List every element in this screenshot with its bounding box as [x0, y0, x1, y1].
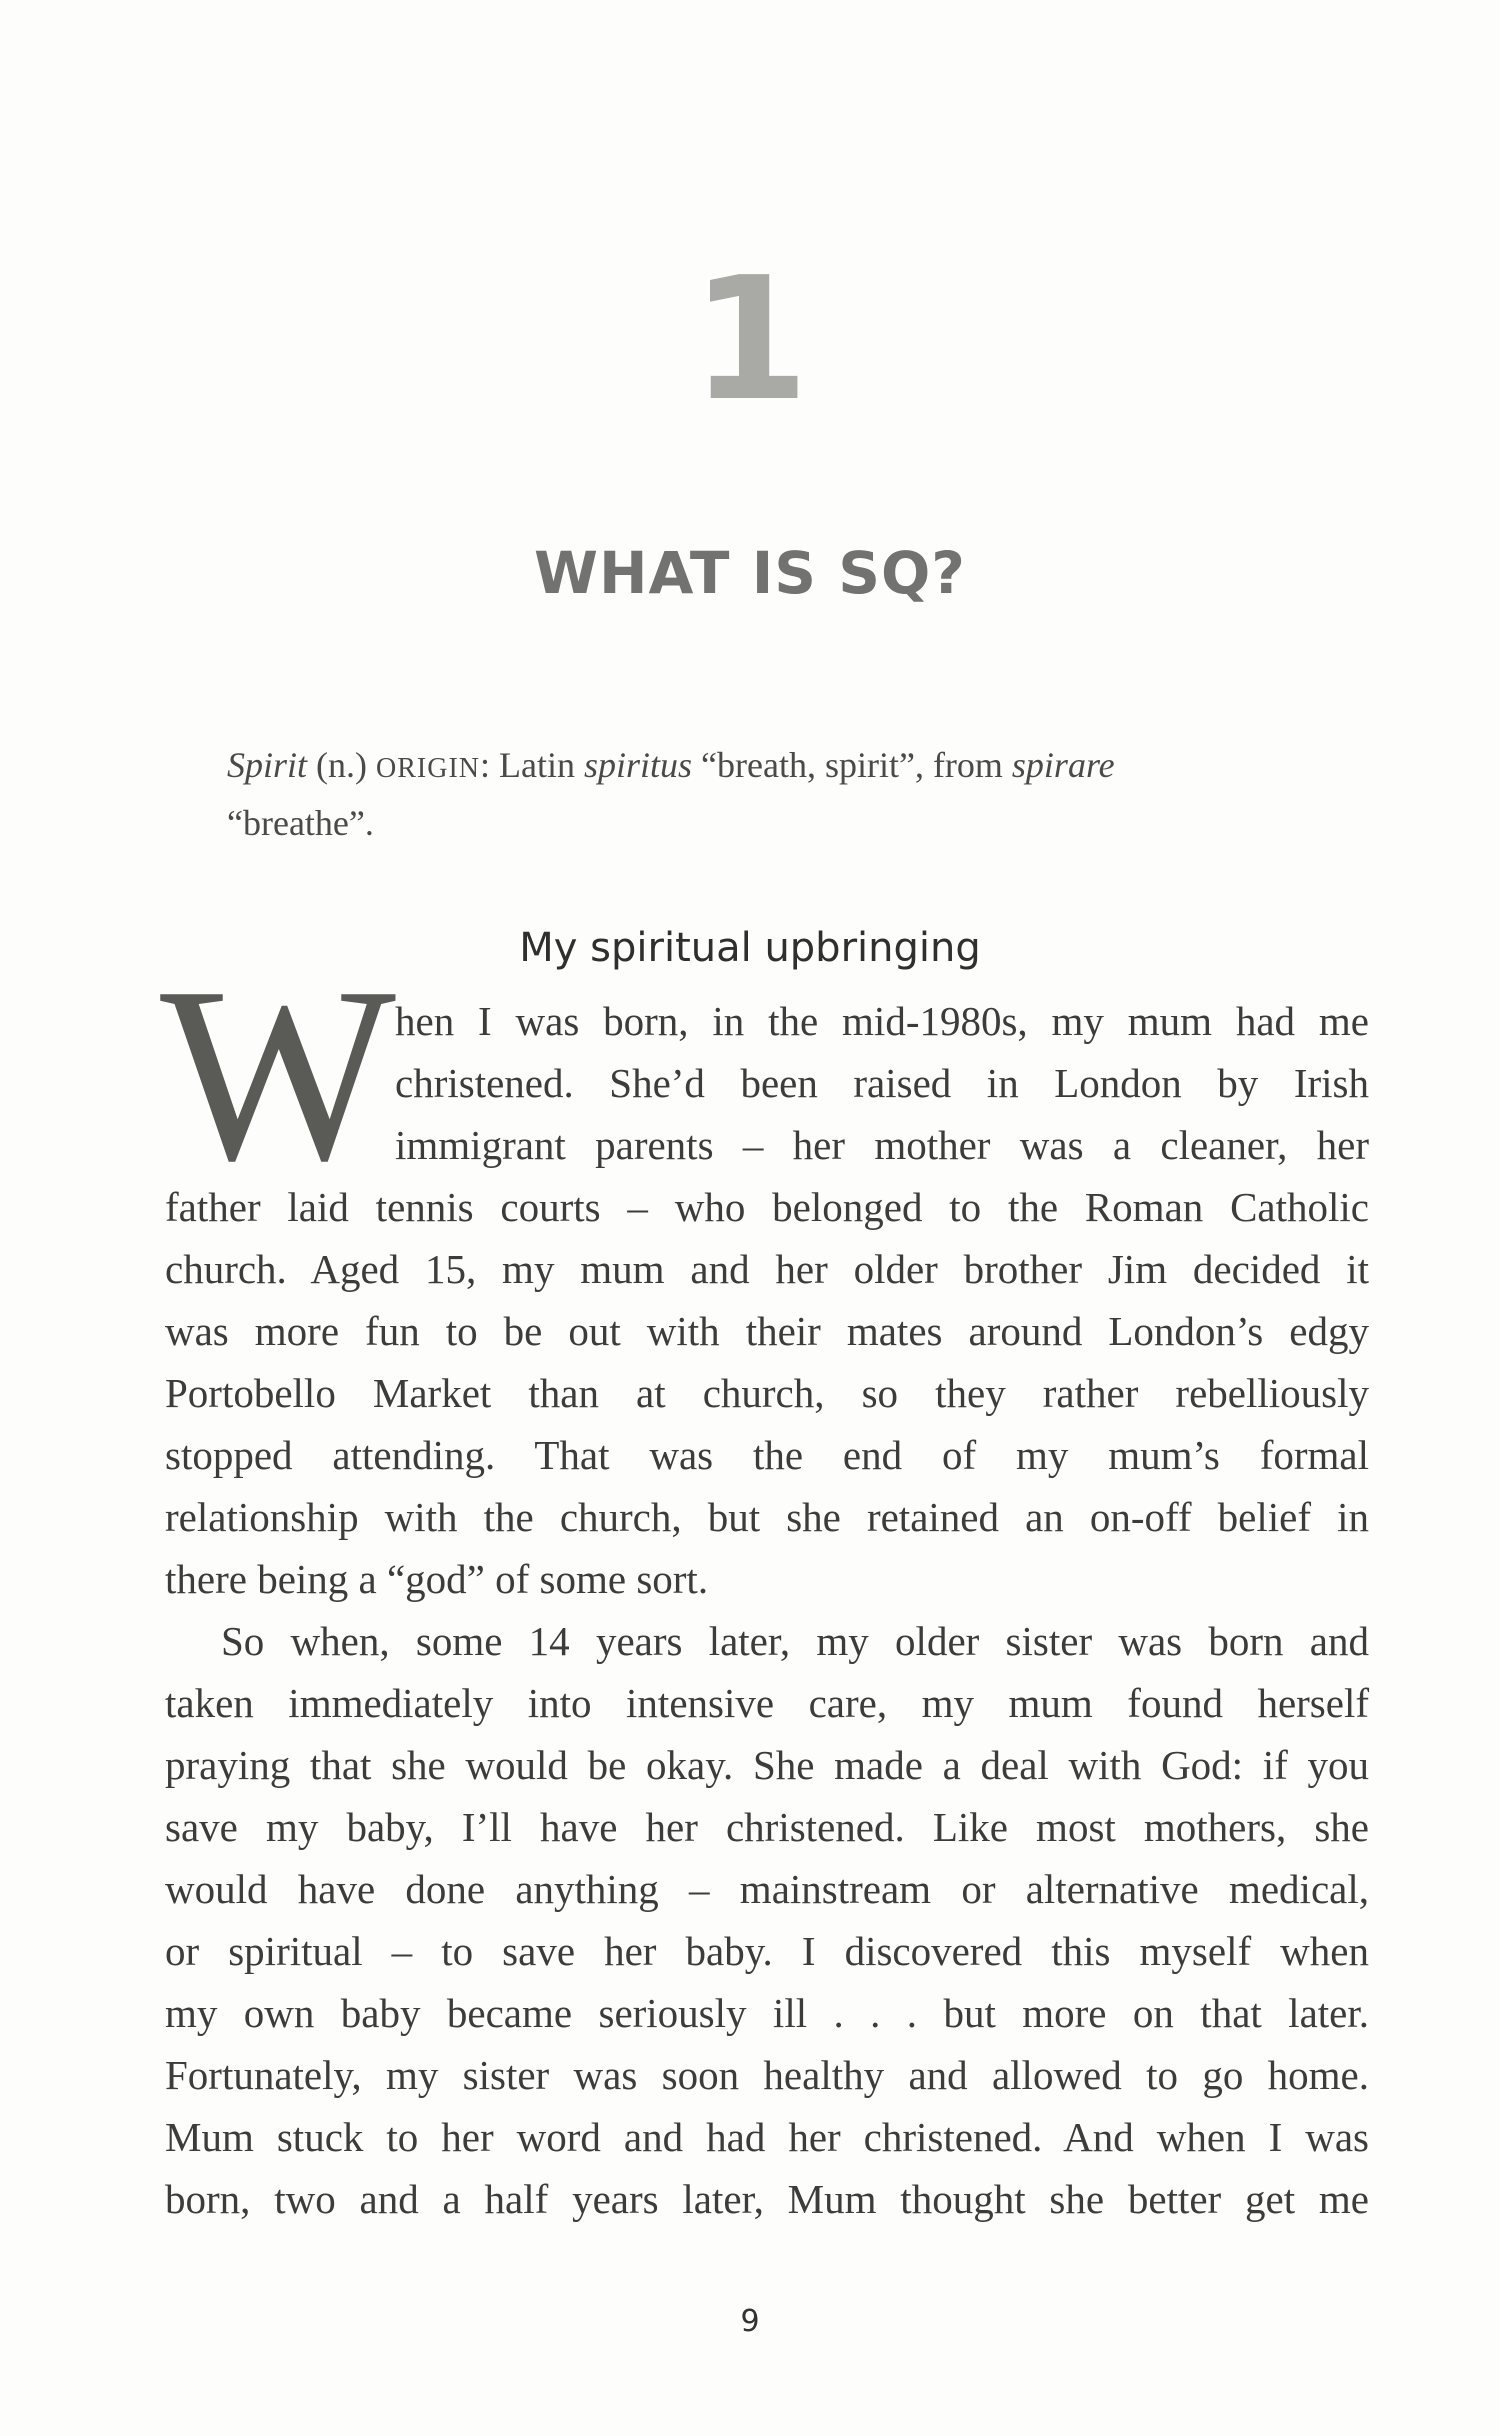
body-line: father laid tennis courts – who belonged to the Roman Catholic: [165, 1184, 1369, 1230]
epigraph-latin-word: spiritus: [583, 745, 693, 785]
body-line: praying that she would be okay. She made a deal with God: if you: [165, 1742, 1369, 1788]
page-number: 9: [740, 2304, 760, 2339]
drop-cap: W: [160, 936, 396, 1213]
chapter-title: WHAT IS SQ?: [534, 539, 966, 607]
body-line: hen I was born, in the mid-1980s, my mum had me: [395, 998, 1369, 1044]
body-line: Fortunately, my sister was soon healthy and allowed to go home.: [165, 2052, 1369, 2098]
body-line: born, two and a half years later, Mum thought she better get me: [165, 2176, 1369, 2222]
body-line: or spiritual – to save her baby. I discovered this myself when: [165, 1928, 1369, 1974]
body-line: save my baby, I’ll have her christened. Like most mothers, she: [165, 1804, 1369, 1850]
body-line: immigrant parents – her mother was a cleaner, her: [395, 1122, 1369, 1168]
section-heading: My spiritual upbringing: [519, 925, 981, 971]
body-line: Portobello Market than at church, so they rather rebelliously: [165, 1370, 1369, 1416]
body-line: my own baby became seriously ill . . . but more on that later.: [165, 1990, 1369, 2036]
epigraph-text-2: “breath, spirit”, from: [692, 745, 1012, 785]
epigraph-text-3: “breathe”.: [227, 803, 374, 843]
epigraph-pos: (n.): [307, 745, 376, 785]
body-line: church. Aged 15, my mum and her older brother Jim decided it: [165, 1246, 1369, 1292]
epigraph-text-1: : Latin: [480, 745, 584, 785]
epigraph: [227, 738, 1347, 850]
body-line: christened. She’d been raised in London by Irish: [395, 1060, 1369, 1106]
body-line: stopped attending. That was the end of my mum’s formal: [165, 1432, 1369, 1478]
epigraph-term: Spirit: [227, 745, 308, 785]
body-line: taken immediately into intensive care, my mum found herself: [165, 1680, 1369, 1726]
body-line: Mum stuck to her word and had her christened. And when I was: [165, 2114, 1369, 2160]
chapter-number: 1: [690, 241, 810, 439]
body-line: was more fun to be out with their mates around London’s edgy: [165, 1308, 1369, 1354]
epigraph-origin-label: ORIGIN: [376, 753, 480, 784]
body-line: So when, some 14 years later, my older sister was born and: [221, 1618, 1369, 1664]
body-line: relationship with the church, but she retained an on-off belief in: [165, 1494, 1369, 1540]
body-line: there being a “god” of some sort.: [165, 1556, 709, 1602]
epigraph-verb: spirare: [1011, 745, 1115, 785]
body-text: [165, 990, 1369, 2230]
body-line: would have done anything – mainstream or alternative medical,: [165, 1866, 1369, 1912]
